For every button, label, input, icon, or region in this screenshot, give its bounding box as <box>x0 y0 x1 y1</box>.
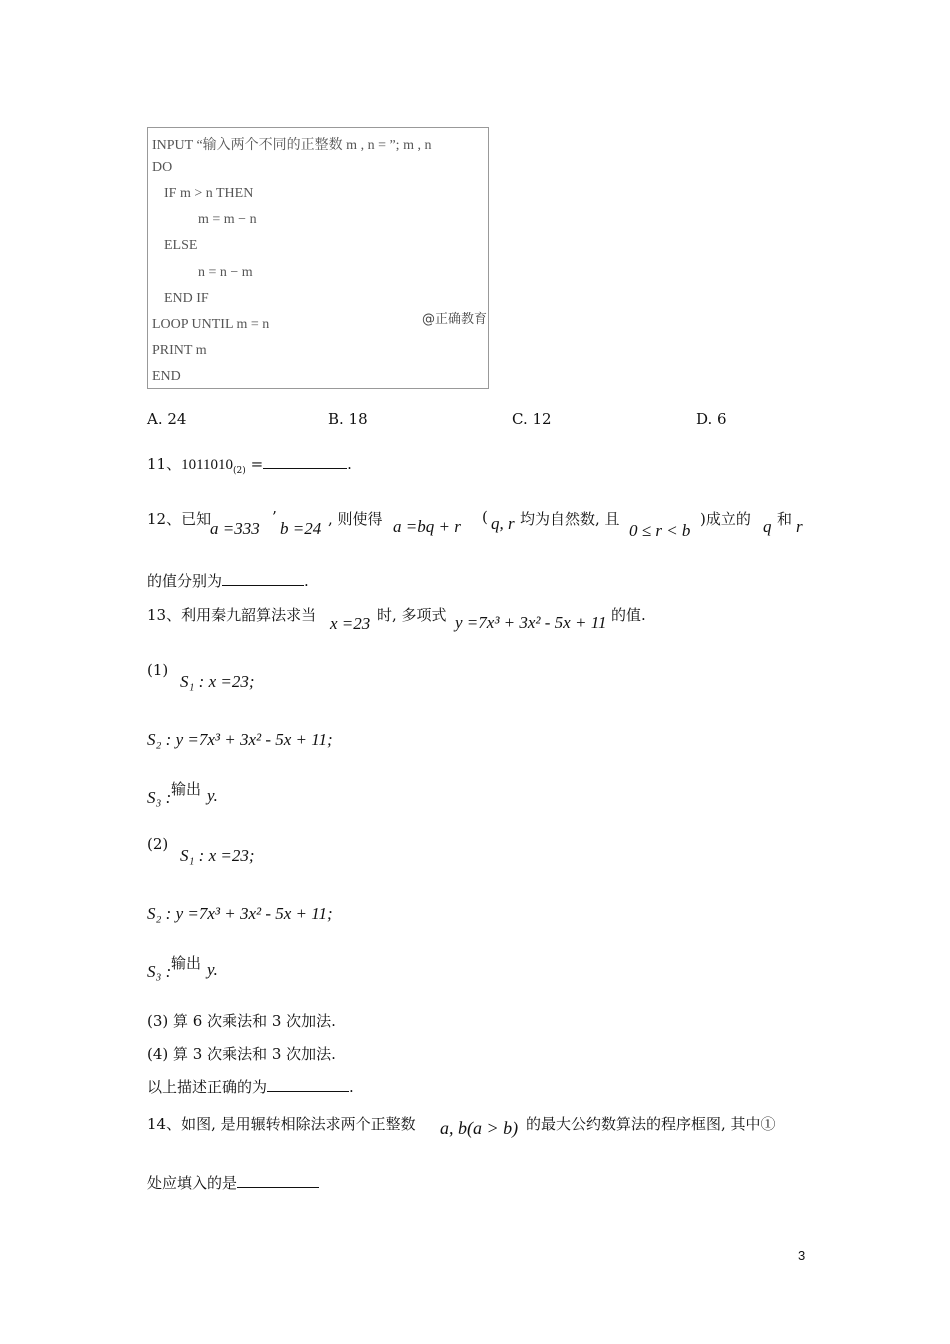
step-s3-label: S₃ : <box>147 788 172 807</box>
q13-conclude-text: 以上描述正确的为 <box>147 1078 268 1096</box>
q14-vars: a, b(a > b) <box>440 1118 519 1138</box>
q13-label: 13、利用秦九韶算法求当 <box>147 606 317 624</box>
item-1-label: (1) <box>147 661 169 679</box>
step-s3-text: 输出 <box>171 954 202 972</box>
q12-q: q <box>763 517 772 536</box>
item-2-label: (2) <box>147 835 169 853</box>
q12-end: . <box>304 572 309 590</box>
q14-tail: 的最大公约数算法的程序框图, 其中① <box>526 1115 776 1133</box>
q12-mid: , 则使得 <box>328 510 383 528</box>
q12-and: 和 <box>777 510 793 528</box>
step-s2: S₂ : y =7x³ + 3x² - 5x + 11; <box>147 730 333 749</box>
step-s3-y: y. <box>207 786 218 805</box>
code-line: DO <box>152 160 173 175</box>
q12-tail: )成立的 <box>700 510 751 528</box>
q12-line2 <box>147 570 309 591</box>
q13-mid: 时, 多项式 <box>377 606 447 624</box>
item-4: (4) 算 3 次乘法和 3 次加法. <box>147 1045 336 1063</box>
q12-inequality: 0 ≤ r < b <box>629 521 691 540</box>
program-code-image <box>147 127 489 389</box>
watermark: @正确教育 <box>422 312 488 327</box>
step-s3-y: y. <box>207 960 218 979</box>
q14-label: 14、如图, 是用辗转相除法求两个正整数 <box>147 1115 416 1133</box>
step-s1: S₁ : x =23; <box>180 846 255 865</box>
code-line: n = n − m <box>198 265 253 280</box>
item-3: (3) 算 6 次乘法和 3 次加法. <box>147 1012 336 1030</box>
q12-a: a =333 <box>210 519 260 538</box>
code-line: END <box>152 369 181 384</box>
q12-qr: q, r <box>491 514 515 533</box>
option-c: C. 12 <box>512 410 552 428</box>
q14-line2-text: 处应填入的是 <box>147 1174 238 1192</box>
q13-conclusion <box>147 1076 354 1097</box>
option-d: D. 6 <box>696 410 727 428</box>
answer-blank <box>267 1077 349 1092</box>
q11-base: (2) <box>233 466 246 476</box>
code-line: ELSE <box>164 238 198 253</box>
answer-blank <box>263 454 347 469</box>
code-line: IF m > n THEN <box>164 186 254 201</box>
q13-x: x =23 <box>330 614 371 633</box>
code-line: PRINT m <box>152 343 207 358</box>
page-number: 3 <box>798 1248 806 1263</box>
option-b: B. 18 <box>328 410 368 428</box>
paren-open: ( <box>482 508 488 526</box>
q13-tail: 的值. <box>611 606 646 624</box>
q12-nat: 均为自然数, 且 <box>520 510 620 528</box>
q13-polynomial: y =7x³ + 3x² - 5x + 11 <box>455 613 607 632</box>
q13-end: . <box>349 1078 354 1096</box>
code-line: m = m − n <box>198 212 257 227</box>
code-line: END IF <box>164 291 209 306</box>
option-a: A. 24 <box>147 410 187 428</box>
step-s2: S₂ : y =7x³ + 3x² - 5x + 11; <box>147 904 333 923</box>
q12-line2-text: 的值分别为 <box>147 572 223 590</box>
q11-number: 1011010 <box>181 457 234 473</box>
q12-r: r <box>796 517 803 536</box>
answer-blank <box>237 1173 319 1188</box>
q12-equation: a =bq + r <box>393 517 461 536</box>
q14-line2 <box>147 1172 319 1193</box>
q12-label: 12、已知 <box>147 510 212 528</box>
step-s3-label: S₃ : <box>147 962 172 981</box>
question-11 <box>147 453 352 474</box>
step-s1: S₁ : x =23; <box>180 672 255 691</box>
code-line: INPUT “输入两个不同的正整数 m , n = ”; m , n <box>152 138 432 153</box>
comma: ’ <box>272 508 277 526</box>
q11-equals: = <box>250 455 264 473</box>
code-line: LOOP UNTIL m = n <box>152 317 270 332</box>
q12-b: b =24 <box>280 519 322 538</box>
q11-end: . <box>347 455 352 473</box>
answer-blank <box>222 571 304 586</box>
q11-label: 11、 <box>147 455 182 473</box>
step-s3-text: 输出 <box>171 780 202 798</box>
